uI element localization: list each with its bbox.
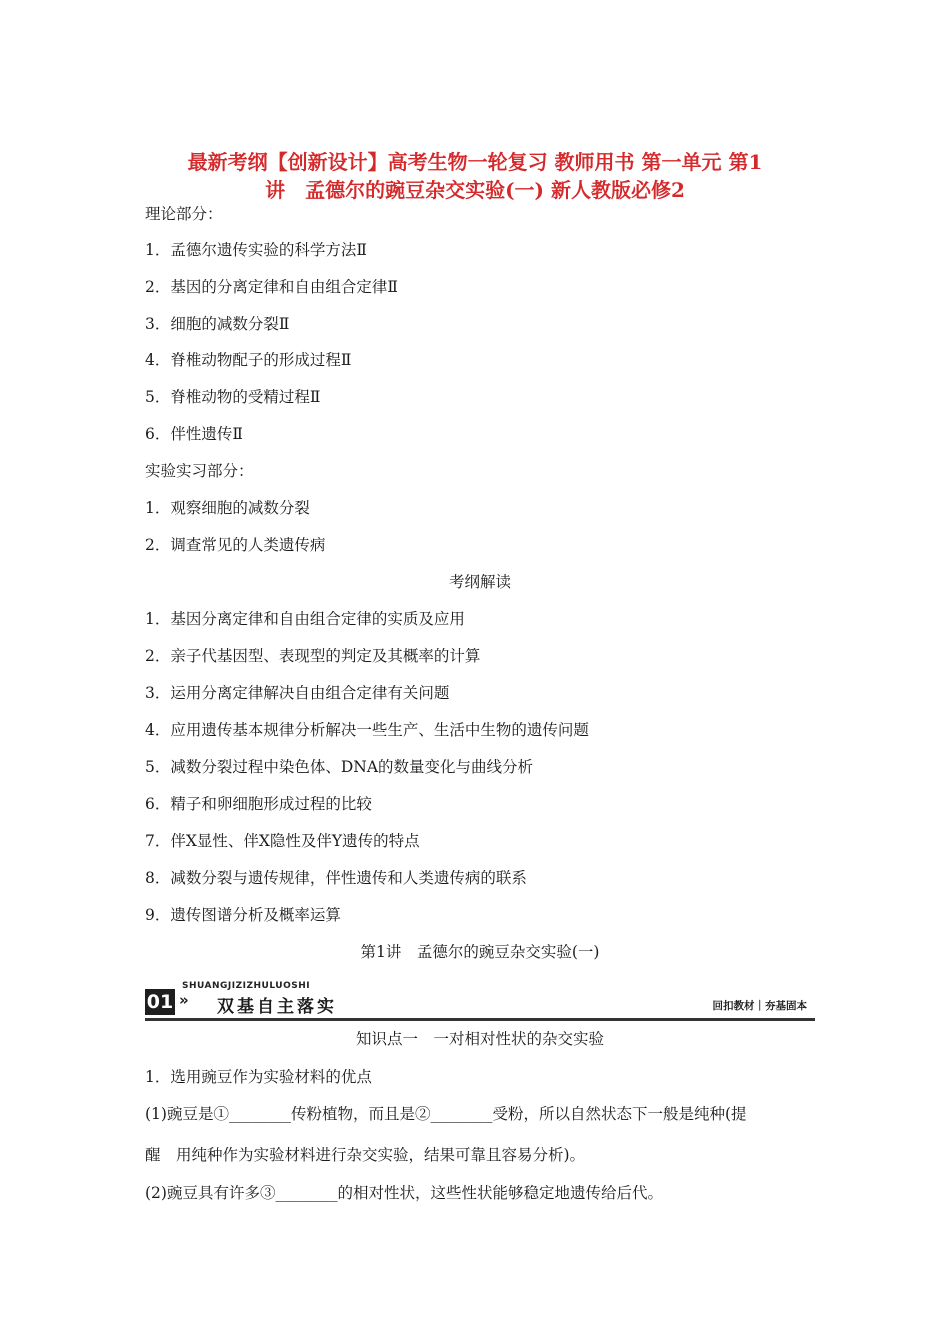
lecture-title: 第1讲 孟德尔的豌豆杂交实验(一) bbox=[360, 943, 600, 961]
interpretation-item: 4．应用遗传基本规律分析解决一些生产、生活中生物的遗传问题 bbox=[145, 721, 589, 739]
body-paragraph-line: (1)豌豆是①________传粉植物，而且是②________受粉，所以自然状态下一般是纯种(提 bbox=[145, 1105, 747, 1123]
body-paragraph-line: 醒 用纯种作为实验材料进行杂交实验，结果可靠且容易分析)。 bbox=[145, 1146, 586, 1164]
title-line-2: 讲 孟德尔的豌豆杂交实验(一) 新人教版必修2 bbox=[265, 178, 685, 202]
theory-item: 3．细胞的减数分裂Ⅱ bbox=[145, 315, 290, 333]
experiment-heading: 实验实习部分： bbox=[145, 462, 254, 480]
experiment-item: 2．调查常见的人类遗传病 bbox=[145, 536, 326, 554]
document-title bbox=[120, 148, 830, 204]
interpretation-item: 8．减数分裂与遗传规律，伴性遗传和人类遗传病的联系 bbox=[145, 869, 527, 887]
interpretation-item: 1．基因分离定律和自由组合定律的实质及应用 bbox=[145, 610, 465, 628]
interpretation-item: 7．伴X显性、伴X隐性及伴Y遗传的特点 bbox=[145, 832, 420, 850]
theory-item: 6．伴性遗传Ⅱ bbox=[145, 425, 243, 443]
body-paragraph: (2)豌豆具有许多③________的相对性状，这些性状能够稳定地遗传给后代。 bbox=[145, 1184, 663, 1202]
interpretation-item: 3．运用分离定律解决自由组合定律有关问题 bbox=[145, 684, 450, 702]
theory-item: 1．孟德尔遗传实验的科学方法Ⅱ bbox=[145, 241, 367, 259]
banner-subtitle: SHUANGJIZIZHULUOSHI bbox=[182, 981, 311, 991]
knowledge-point-heading: 知识点一 一对相对性状的杂交实验 bbox=[355, 1030, 604, 1048]
interpretation-item: 9．遗传图谱分析及概率运算 bbox=[145, 906, 341, 924]
theory-item: 2．基因的分离定律和自由组合定律Ⅱ bbox=[145, 278, 398, 296]
banner-number: 01 bbox=[146, 991, 174, 1013]
interpretation-item: 6．精子和卵细胞形成过程的比较 bbox=[145, 795, 372, 813]
banner-tag: 回扣教材｜夯基固本 bbox=[712, 1000, 807, 1012]
section-banner bbox=[145, 981, 815, 1021]
theory-item: 4．脊椎动物配子的形成过程Ⅱ bbox=[145, 351, 352, 369]
banner-rule bbox=[145, 1018, 815, 1021]
banner-title: 双基自主落实 bbox=[217, 997, 337, 1017]
interpretation-heading: 考纲解读 bbox=[448, 573, 511, 591]
theory-item: 5．脊椎动物的受精过程Ⅱ bbox=[145, 388, 321, 406]
body-item: 1．选用豌豆作为实验材料的优点 bbox=[145, 1068, 372, 1086]
interpretation-item: 5．减数分裂过程中染色体、DNA的数量变化与曲线分析 bbox=[145, 758, 534, 776]
title-line-1: 最新考纲【创新设计】高考生物一轮复习 教师用书 第一单元 第1 bbox=[187, 150, 763, 174]
experiment-item: 1．观察细胞的减数分裂 bbox=[145, 499, 310, 517]
double-chevron-icon: » bbox=[179, 991, 189, 1009]
theory-heading: 理论部分： bbox=[145, 205, 223, 223]
interpretation-item: 2．亲子代基因型、表现型的判定及其概率的计算 bbox=[145, 647, 481, 665]
